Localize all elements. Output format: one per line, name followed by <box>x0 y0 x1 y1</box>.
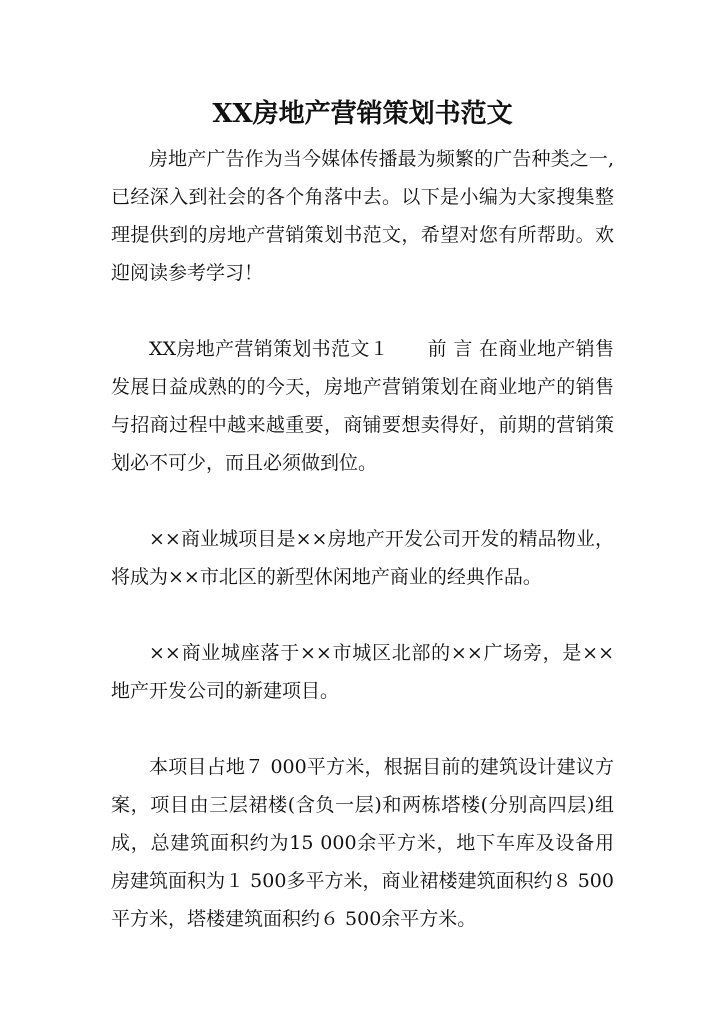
preface-paragraph: XX房地产营销策划书范文１ 前 言 在商业地产销售发展日益成熟的的今天，房地产营销策划在商业地产的销售与招商过程中越来越重要，商铺要想卖得好，前期的营销策划必不可少，而且必须做到位。 <box>111 338 614 474</box>
paragraph-spacer <box>111 482 614 520</box>
project-area-paragraph: 本项目占地７ 000平方米，根据目前的建筑设计建议方案，项目由三层裙楼(含负一层)和两栋塔楼(分别高四层)组成，总建筑面积约为15 000余平方米，地下车库及设备用房建筑面积为１ 500多平方米，商业裙楼建筑面积约８ 500平方米，塔楼建筑面积约６ 500余平方米。 <box>111 756 614 930</box>
intro-paragraph: 房地产广告作为当今媒体传播最为频繁的广告种类之一,已经深入到社会的各个角落中去。以下是小编为大家搜集整理提供到的房地产营销策划书范文，希望对您有所帮助。欢迎阅读参考学习！ <box>111 148 614 284</box>
paragraph-spacer <box>111 710 614 748</box>
paragraph-spacer <box>111 292 614 330</box>
project-positioning-paragraph: ××商业城项目是××房地产开发公司开发的精品物业，将成为××市北区的新型休闲地产商业的经典作品。 <box>111 528 614 588</box>
document-title: XX房地产营销策划书范文 <box>212 99 513 129</box>
paragraph-spacer <box>111 596 614 634</box>
project-location-paragraph: ××商业城座落于××市城区北部的××广场旁，是××地产开发公司的新建项目。 <box>111 642 614 702</box>
